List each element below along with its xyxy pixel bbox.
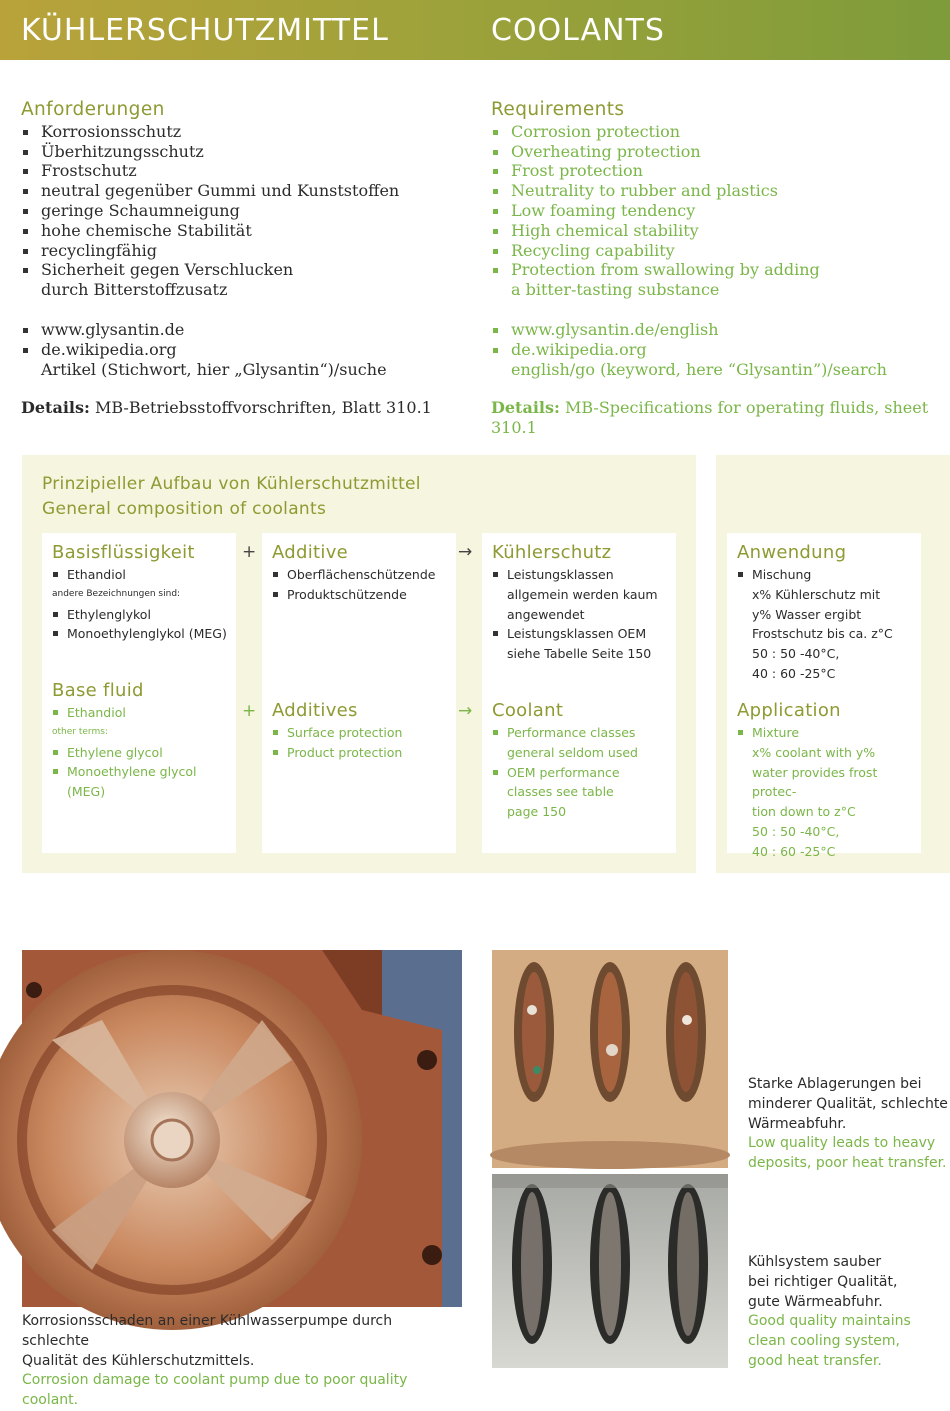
- requirements-list-de: [21, 122, 471, 280]
- requirements-heading-de: Anforderungen: [21, 99, 165, 120]
- list-item-continuation: 50 : 50 -40°C,: [752, 823, 840, 839]
- list-item: Ethylenglykol: [52, 605, 230, 625]
- coolant-heading-en: Coolant: [492, 700, 564, 721]
- list-item-continuation: durch Bitterstoffzusatz: [41, 280, 228, 300]
- list-item: Mixture: [737, 723, 915, 743]
- coolant-heading-de: Kühlerschutz: [492, 542, 612, 563]
- requirements-list-en: [491, 122, 941, 280]
- list-item-continuation: (MEG): [67, 784, 106, 800]
- caption-line-de: minderer Qualität, schlechte: [748, 1095, 948, 1112]
- link-glysantin[interactable]: www.glysantin.de: [21, 320, 471, 340]
- list-item-continuation: a bitter-tasting substance: [511, 280, 720, 300]
- list-item: Korrosionsschutz: [21, 122, 471, 142]
- application-heading-en: Application: [737, 700, 841, 721]
- base-fluid-note-de: andere Bezeichnungen sind:: [52, 588, 181, 599]
- additives-heading-en: Additives: [272, 700, 358, 721]
- caption-line-en: clean cooling system,: [748, 1333, 900, 1350]
- list-item: Oberflächenschützende: [272, 565, 450, 585]
- caption-line-de: Starke Ablagerungen bei: [748, 1076, 922, 1092]
- caption-line-en: Low quality leads to heavy: [748, 1135, 936, 1152]
- list-item-continuation: angewendet: [507, 606, 585, 622]
- caption-line-en: good heat transfer.: [748, 1352, 882, 1369]
- additives-en: [272, 699, 450, 763]
- base-fluid-heading-en: Base fluid: [52, 680, 144, 701]
- details-de: [21, 398, 471, 418]
- base-fluid-de: [52, 541, 230, 644]
- list-item: Protection from swallowing by adding: [491, 260, 941, 280]
- arrow-icon: →: [458, 542, 473, 562]
- link-wikipedia[interactable]: de.wikipedia.org: [21, 340, 471, 360]
- link-wikipedia[interactable]: de.wikipedia.org: [491, 340, 941, 360]
- coolant-en: [492, 699, 670, 822]
- link-glysantin-english[interactable]: www.glysantin.de/english: [491, 320, 941, 340]
- caption-line-de: gute Wärmeabfuhr.: [748, 1293, 883, 1310]
- title-de: KÜHLERSCHUTZMITTEL: [21, 13, 389, 48]
- details-label: Details:: [21, 398, 90, 418]
- application-en: [737, 699, 915, 862]
- list-item: Sicherheit gegen Verschlucken: [21, 260, 471, 280]
- list-item-continuation: water provides frost protec-: [752, 764, 878, 800]
- application-de: [737, 541, 915, 684]
- requirements-de: [21, 100, 471, 418]
- title-en: COOLANTS: [491, 13, 665, 48]
- coolant-de: [492, 541, 670, 664]
- list-item: geringe Schaumneigung: [21, 201, 471, 221]
- base-fluid-heading-de: Basisflüssigkeit: [52, 542, 195, 563]
- additives-de: [272, 541, 450, 605]
- list-item: Frostschutz: [21, 161, 471, 181]
- clean-system-caption: [748, 1253, 948, 1372]
- list-item-continuation: 50 : 50 -40°C,: [752, 646, 840, 662]
- list-item-continuation: tion down to z°C: [752, 804, 856, 820]
- pump-corrosion-photo: [22, 950, 462, 1307]
- card-coolant: [482, 533, 676, 853]
- details-en: [491, 398, 941, 438]
- list-item-continuation: 40 : 60 -25°C: [752, 665, 836, 681]
- list-item-continuation: x% Kühlerschutz mit: [752, 586, 881, 602]
- details-text: MB-Specifications for operating fluids, sheet 310.1: [491, 398, 929, 438]
- list-item-continuation: Frostschutz bis ca. z°C: [752, 626, 893, 642]
- composition-title-en: General composition of coolants: [42, 499, 327, 519]
- link-continuation: english/go (keyword, here “Glysantin”)/search: [511, 359, 887, 379]
- list-item: OEM performance: [492, 763, 670, 783]
- caption-line-de: Korrosionsschaden an einer Kühlwasserpumpe durch schlechte: [22, 1313, 393, 1349]
- list-item: Corrosion protection: [491, 122, 941, 142]
- list-item: Neutrality to rubber and plastics: [491, 181, 941, 201]
- list-item: High chemical stability: [491, 221, 941, 241]
- list-item: Leistungsklassen OEM: [492, 624, 670, 644]
- list-item: Low foaming tendency: [491, 201, 941, 221]
- list-item: hohe chemische Stabilität: [21, 221, 471, 241]
- caption-line-en: deposits, poor heat transfer.: [748, 1155, 947, 1172]
- list-item: Product protection: [272, 743, 450, 763]
- list-item-continuation: x% coolant with y%: [752, 744, 876, 760]
- list-item: Mischung: [737, 565, 915, 585]
- list-item: Frost protection: [491, 161, 941, 181]
- base-fluid-note-en: other terms:: [52, 726, 108, 737]
- list-item: Monoethylenglykol (MEG): [52, 624, 230, 644]
- list-item-continuation: 40 : 60 -25°C: [752, 843, 836, 859]
- links-list-de: [21, 320, 471, 360]
- list-item-continuation: general seldom used: [507, 744, 638, 760]
- base-fluid-en: [52, 679, 230, 802]
- list-item-continuation: allgemein werden kaum: [507, 586, 658, 602]
- plus-sign-en: +: [242, 701, 257, 721]
- list-item: Produktschützende: [272, 585, 450, 605]
- deposits-photo: [492, 950, 728, 1168]
- requirements-heading-en: Requirements: [491, 99, 625, 120]
- clean-system-photo: [492, 1174, 728, 1368]
- plus-sign-de: +: [242, 542, 257, 562]
- arrow-icon: →: [458, 701, 473, 721]
- caption-line-en: Good quality maintains: [748, 1313, 911, 1330]
- list-item: Leistungsklassen: [492, 565, 670, 585]
- card-application: [727, 533, 921, 859]
- caption-line-de: Qualität des Kühlerschutzmittels.: [22, 1352, 255, 1369]
- list-item: neutral gegenüber Gummi und Kunststoffen: [21, 181, 471, 201]
- list-item: Performance classes: [492, 723, 670, 743]
- caption-line-de: Wärmeabfuhr.: [748, 1115, 847, 1132]
- link-continuation: Artikel (Stichwort, hier „Glysantin“)/suche: [41, 359, 387, 379]
- list-item: Surface protection: [272, 723, 450, 743]
- list-item-continuation: siehe Tabelle Seite 150: [507, 646, 652, 662]
- list-item-continuation: classes see table: [507, 784, 614, 800]
- links-list-en: [491, 320, 941, 360]
- list-item-continuation: y% Wasser ergibt: [752, 606, 862, 622]
- list-item: Recycling capability: [491, 241, 941, 261]
- list-item: Ethandiol: [52, 565, 230, 585]
- list-item: Überhitzungsschutz: [21, 142, 471, 162]
- header-banner: [0, 0, 950, 60]
- list-item: Monoethylene glycol: [52, 762, 230, 782]
- requirements-en: [491, 100, 941, 438]
- details-label: Details:: [491, 398, 560, 418]
- caption-line-de: Kühlsystem sauber: [748, 1254, 882, 1270]
- details-text: MB-Betriebsstoffvorschriften, Blatt 310.1: [94, 398, 432, 418]
- additives-heading-de: Additive: [272, 542, 349, 563]
- list-item: Ethylene glycol: [52, 743, 230, 763]
- application-heading-de: Anwendung: [737, 542, 847, 563]
- list-item-continuation: page 150: [507, 804, 567, 820]
- card-base-fluid: [42, 533, 236, 853]
- caption-line-de: bei richtiger Qualität,: [748, 1273, 898, 1290]
- list-item: Overheating protection: [491, 142, 941, 162]
- card-additives: [262, 533, 456, 853]
- list-item: Ethandiol: [52, 703, 230, 723]
- list-item: recyclingfähig: [21, 241, 471, 261]
- composition-title: [42, 472, 421, 522]
- deposits-caption: [748, 1075, 948, 1174]
- pump-caption: [22, 1312, 462, 1411]
- caption-line-en: Corrosion damage to coolant pump due to poor quality coolant.: [22, 1372, 408, 1409]
- composition-title-de: Prinzipieller Aufbau von Kühlerschutzmittel: [42, 474, 421, 494]
